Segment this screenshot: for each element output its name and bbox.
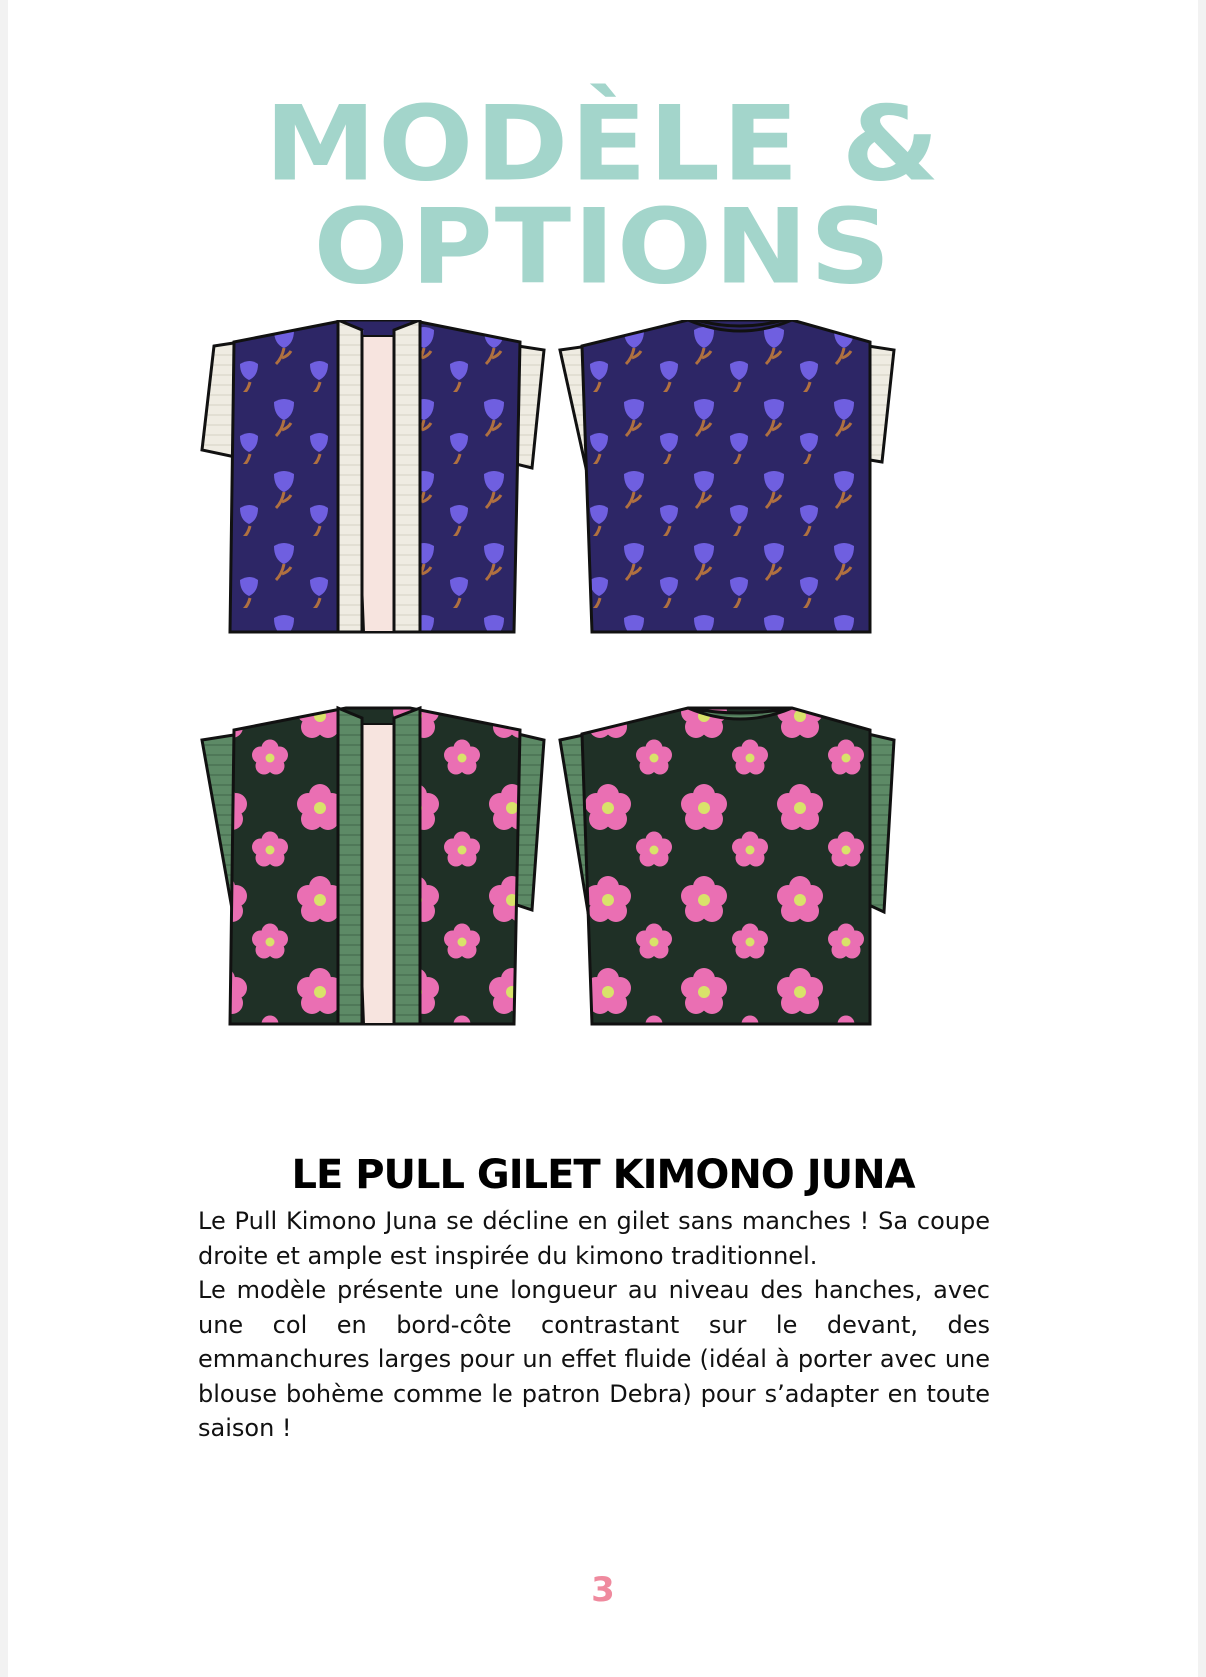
article-paragraph-1: Le Pull Kimono Juna se décline en gilet sans manches ! Sa coupe droite et ample est inspirée du kimono traditionnel. [198, 1207, 990, 1270]
page-number: 3 [591, 1570, 615, 1610]
article-paragraph-2: Le modèle présente une longueur au niveau des hanches, avec une col en bord-côte contrastant sur le devant, des emmanchures larges pour un effet fluide (idéal à porter avec une blouse bohème comme le patron Debra) pour s’adapter en toute saison ! [198, 1276, 990, 1442]
navy-gilet-front [202, 320, 544, 632]
green-gilet-back [560, 708, 894, 1024]
article-heading: LE PULL GILET KIMONO JUNA [291, 1152, 915, 1198]
page-title: MODÈLE & OPTIONS [264, 84, 942, 308]
navy-gilet-back [560, 320, 894, 632]
green-gilet-front [202, 708, 544, 1024]
article-body [198, 1204, 990, 1446]
document-page [8, 0, 1198, 1677]
garment-illustrations [198, 320, 988, 1080]
